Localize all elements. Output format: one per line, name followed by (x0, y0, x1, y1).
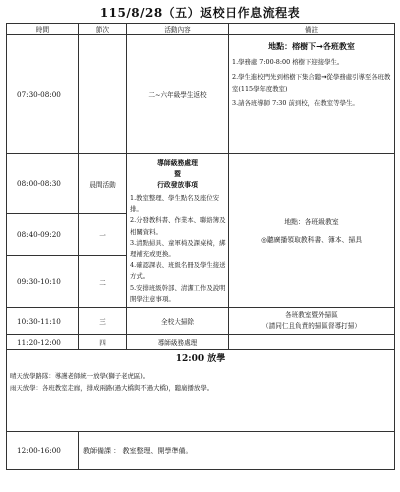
period-cell: 四 (79, 335, 127, 350)
period-cell: 二 (79, 256, 127, 308)
list-item: 5.安排班級幹部、清潔工作及說明開學注意事項。 (130, 283, 226, 303)
header-period: 節次 (79, 24, 127, 35)
note-item-text: 從學務處引導至各班教室(115學年度教室) (232, 73, 391, 93)
dismissal-rainy: 雨天放學：各班教室走廊，排成兩路(過大橋與不過大橋)，聽廣播放學。 (10, 384, 214, 392)
activity-heading: 行政發放事項 (157, 181, 198, 189)
table-row (7, 308, 395, 335)
time-cell: 09:30-10:10 (7, 256, 79, 308)
broadcast-note: ◎聽廣播領取教科書、簿本、掃具 (260, 235, 363, 244)
table-row (7, 335, 395, 350)
notes-cell (229, 308, 395, 335)
time-cell: 11:20-12:00 (7, 335, 79, 350)
location-to: 各班教室 (322, 41, 355, 51)
dismissal-row (7, 350, 395, 432)
notes-cell (229, 335, 395, 350)
period-cell: 一 (79, 214, 127, 256)
note-item: 1.學務處 7:00-8:00 榕樹下迎接學生。 (232, 58, 344, 66)
arrow-right-icon: → (316, 42, 323, 51)
notes-line: （請同仁且負責的掃區督導打掃） (262, 322, 361, 330)
time-cell: 07:30-08:00 (7, 35, 79, 154)
table-row (7, 35, 395, 154)
activity-cell: 二~六年級學生返校 (127, 35, 229, 154)
note-item-text: 2.學生進校門先到榕樹下集合聽 (232, 73, 322, 82)
location-note (229, 38, 394, 55)
document-page (6, 3, 394, 470)
arrow-right-icon: → (321, 73, 327, 82)
activity-cell: 全校大掃除 (127, 308, 229, 335)
activity-cell: 導師級務處理 (127, 335, 229, 350)
time-cell: 12:00-16:00 (7, 432, 79, 470)
header-row (7, 24, 395, 35)
activity-list (127, 191, 228, 305)
schedule-table (6, 23, 395, 470)
period-cell (79, 35, 127, 154)
list-item: 3.清點掃具、童軍椅及課桌椅，綁理補充或更換。 (130, 238, 226, 259)
notes-line: 各班教室暨外掃區 (285, 311, 338, 319)
list-item: 4.確認課表、班級名冊及學生接送方式。 (130, 261, 226, 281)
list-item: 1.教室整理、學生點名及座位安排。 (130, 194, 220, 214)
notes-cell (229, 154, 395, 308)
activity-cell: 教師備課 ： 教室整理、開學準備。 (79, 432, 395, 470)
dismissal-sunny: 晴天放學路隊：導護老師統一放學(獅子老虎區)。 (10, 372, 150, 380)
header-time: 時間 (7, 24, 79, 35)
table-row (7, 154, 395, 214)
time-cell: 08:40-09:20 (7, 214, 79, 256)
time-cell: 10:30-11:10 (7, 308, 79, 335)
activity-heading: 暨 (174, 170, 181, 178)
period-cell: 三 (79, 308, 127, 335)
dismissal-cell (7, 350, 395, 432)
activity-cell (127, 154, 229, 308)
document-title: 115/8/28（五）返校日作息流程表 (99, 6, 301, 20)
location-from: 地點：榕樹下 (268, 41, 317, 51)
dismissal-title: 12:00 放學 (175, 354, 226, 364)
header-activity: 活動內容 (127, 24, 229, 35)
note-item: 3.請各班導師 7:30 前到校，在教室等學生。 (232, 99, 359, 108)
table-row (7, 432, 395, 470)
notes-cell (229, 35, 395, 154)
activity-heading: 導師級務處理 (157, 159, 198, 167)
list-item: 2.分發教科書、作業本、聯絡簿及相關資料。 (130, 216, 226, 236)
time-cell: 08:00-08:30 (7, 154, 79, 214)
header-notes: 備註 (229, 24, 395, 35)
note-item (229, 68, 394, 95)
period-cell: 晨間活動 (79, 154, 127, 214)
location-note: 地點：各班級教室 (284, 217, 339, 226)
